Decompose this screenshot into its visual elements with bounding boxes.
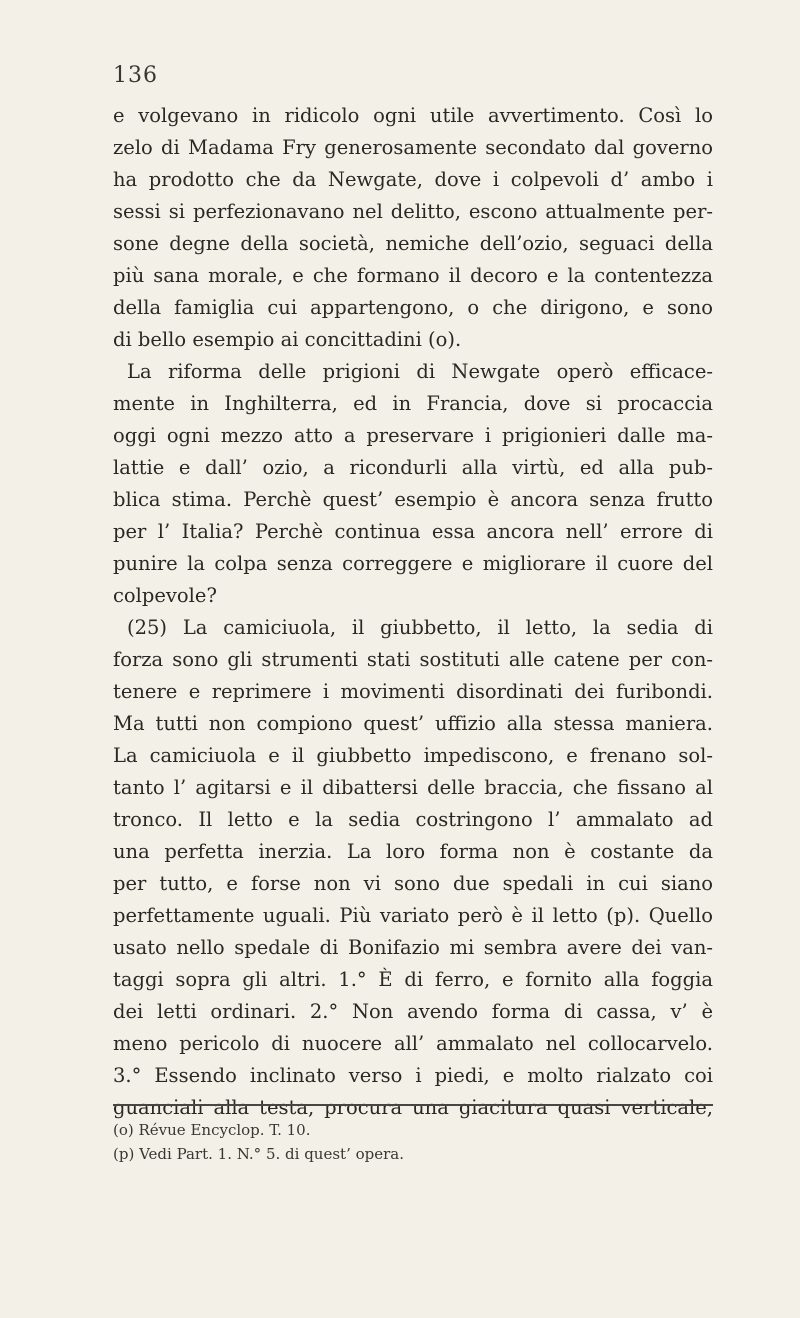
text-line: lattie e dall’ ozio, a ricondurli alla virtù, ed alla pub- bbox=[113, 456, 713, 479]
text-line: più sana morale, e che formano il decoro e la contentezza bbox=[113, 264, 713, 287]
text-line: taggi sopra gli altri. 1.° È di ferro, e fornito alla foggia bbox=[113, 968, 713, 991]
text-line: forza sono gli strumenti stati sostituti alle catene per con- bbox=[113, 648, 713, 671]
footnote-rule bbox=[113, 1104, 713, 1106]
text-line: blica stima. Perchè quest’ esempio è ancora senza frutto bbox=[113, 488, 713, 511]
footnote: (p) Vedi Part. 1. N.° 5. di quest’ opera. bbox=[113, 1145, 404, 1163]
text-line: sessi si perfezionavano nel delitto, escono attualmente per- bbox=[113, 200, 713, 223]
text-line: per tutto, e forse non vi sono due spedali in cui siano bbox=[113, 872, 713, 895]
text-line: zelo di Madama Fry generosamente secondato dal governo bbox=[113, 136, 713, 159]
footnote: (o) Révue Encyclop. T. 10. bbox=[113, 1121, 311, 1139]
text-line: una perfetta inerzia. La loro forma non è costante da bbox=[113, 840, 713, 863]
text-line: di bello esempio ai concittadini (o). bbox=[113, 328, 462, 351]
text-line: La camiciuola e il giubbetto impediscono, e frenano sol- bbox=[113, 744, 713, 767]
text-line: meno pericolo di nuocere all’ ammalato nel collocarvelo. bbox=[113, 1032, 713, 1055]
footnotes bbox=[113, 1118, 713, 1166]
text-line: e volgevano in ridicolo ogni utile avvertimento. Così lo bbox=[113, 104, 713, 127]
text-line: mente in Inghilterra, ed in Francia, dove si procaccia bbox=[113, 392, 713, 415]
text-line: colpevole? bbox=[113, 584, 217, 607]
text-line: (25) La camiciuola, il giubbetto, il letto, la sedia di bbox=[127, 616, 713, 639]
text-line: tronco. Il letto e la sedia costringono l’ ammalato ad bbox=[113, 808, 713, 831]
text-line: punire la colpa senza correggere e migliorare il cuore del bbox=[113, 552, 713, 575]
text-line: usato nello spedale di Bonifazio mi sembra avere dei van- bbox=[113, 936, 713, 959]
text-line: sone degne della società, nemiche dell’ozio, seguaci della bbox=[113, 232, 713, 255]
text-line: guanciali alla testa, procura una giacitura quasi verticale, bbox=[113, 1096, 713, 1119]
text-line: La riforma delle prigioni di Newgate operò efficace- bbox=[127, 360, 713, 383]
body-text bbox=[113, 100, 713, 1124]
text-line: dei letti ordinari. 2.° Non avendo forma di cassa, v’ è bbox=[113, 1000, 713, 1023]
text-line: della famiglia cui appartengono, o che dirigono, e sono bbox=[113, 296, 713, 319]
text-line: tenere e reprimere i movimenti disordinati dei furibondi. bbox=[113, 680, 713, 703]
text-line: oggi ogni mezzo atto a preservare i prigionieri dalle ma- bbox=[113, 424, 713, 447]
page-number: 136 bbox=[113, 63, 158, 88]
text-line: ha prodotto che da Newgate, dove i colpevoli d’ ambo i bbox=[113, 168, 713, 191]
text-line: perfettamente uguali. Più variato però è il letto (p). Quello bbox=[113, 904, 713, 927]
text-line: 3.° Essendo inclinato verso i piedi, e molto rialzato coi bbox=[113, 1064, 713, 1087]
text-line: tanto l’ agitarsi e il dibattersi delle braccia, che fissano al bbox=[113, 776, 713, 799]
text-line: Ma tutti non compiono quest’ uffizio alla stessa maniera. bbox=[113, 712, 713, 735]
text-line: per l’ Italia? Perchè continua essa ancora nell’ errore di bbox=[113, 520, 713, 543]
